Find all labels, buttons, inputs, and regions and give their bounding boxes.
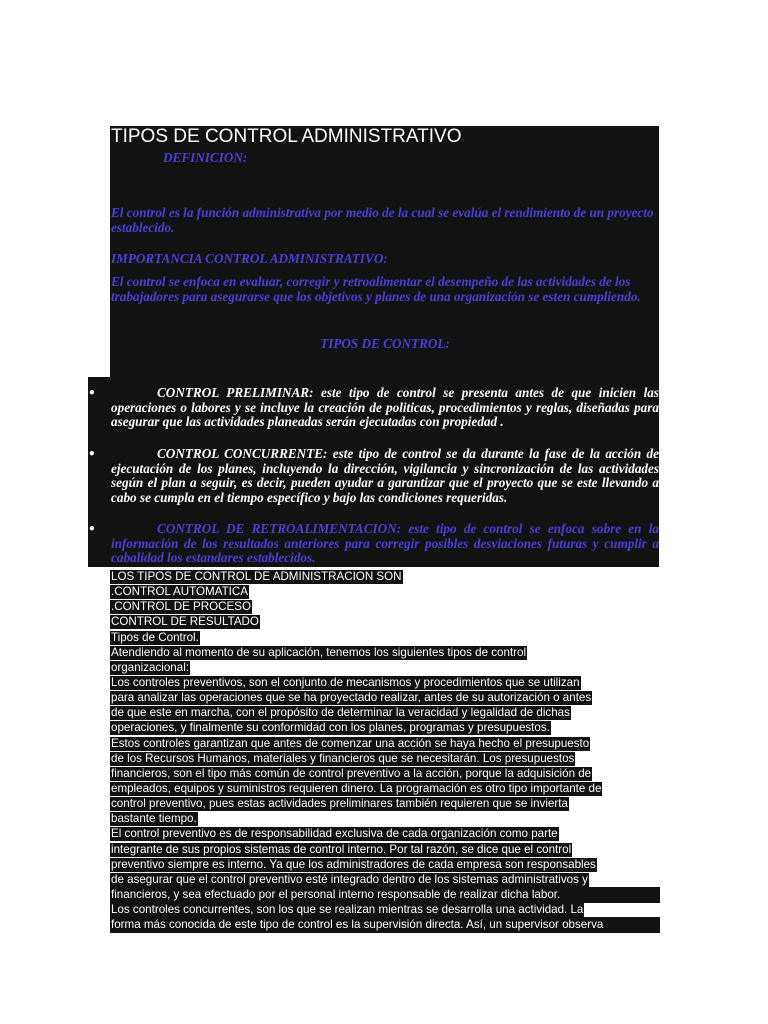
body-line-text: integrante de sus propios sistemas de control interno. Por tal razón, se dice que el control: [111, 842, 572, 856]
body-line-text: financieros, y sea efectuado por el personal interno responsable de realizar dicha labor.: [110, 887, 660, 903]
body-line-text: bastante tiempo.: [111, 812, 197, 826]
body-line-text: .CONTROL AUTOMATICA: [111, 585, 248, 599]
body-line: [110, 630, 658, 645]
bullet-text: CONTROL CONCURRENTE: este tipo de control se da durante la fase de la acción de ejecutación de los planes, incluyendo la dirección, vigilancia y sincronización de las actividades según el plan a seguir, es decir, pueden ayudar a garantizar que el proyecto que se este llevando a cabo se cumpla en el tiempo específico y bajo las condiciones requeridas.: [111, 446, 659, 505]
body-line: [110, 645, 658, 660]
bullet-text: CONTROL PRELIMINAR: este tipo de control se presenta antes de que inicien las operaciones o labores y se incluye la creación de politicas, procedimientos y reglas, diseñadas para asegurar que las actividades planeadas serán ejecutadas con propiedad .: [111, 385, 659, 429]
body-line: [110, 842, 658, 857]
body-line: [110, 736, 658, 751]
body-line: [110, 811, 658, 826]
body-line: [110, 720, 658, 735]
body-line: [110, 751, 658, 766]
body-line-text: Atendiendo al momento de su aplicación, tenemos los siguientes tipos de control: [111, 645, 527, 659]
body-line: [110, 826, 658, 841]
body-line-text: Los controles preventivos, son el conjunto de mecanismos y procedimientos que se utilizan: [111, 675, 580, 689]
body-line: [110, 584, 658, 599]
body-line-text: empleados, equipos y suministros requieren dinero. La programación es otro tipo importante de: [111, 781, 602, 795]
body-line-text: operaciones, y finalmente su conformidad con los planes, programas y presupuestos.: [111, 721, 550, 735]
body-line-text: financieros, son el tipo más común de control preventivo a la acción, porque la adquisición de: [111, 766, 592, 780]
importancia-heading: IMPORTANCIA CONTROL ADMINISTRATIVO:: [111, 251, 388, 266]
body-line-text: Estos controles garantizan que antes de comenzar una acción se haya hecho el presupuesto: [111, 736, 590, 750]
bullet-marker: •: [88, 447, 96, 461]
bullet-marker: •: [88, 386, 96, 400]
document-title: TIPOS DE CONTROL ADMINISTRATIVO: [111, 126, 462, 147]
body-line-text: preventivo siempre es interno. Ya que los administradores de cada empresa son responsables: [111, 857, 596, 871]
body-line-text: control preventivo, pues estas actividades preliminares también requieren que se invierta: [111, 797, 568, 811]
tipos-heading: TIPOS DE CONTROL:: [320, 336, 450, 351]
body-line-text: forma más conocida de este tipo de control es la supervisión directa. Así, un supervisor observa: [110, 917, 660, 933]
body-line: [110, 887, 658, 902]
body-line-text: organizacional:: [111, 660, 189, 674]
body-line: [110, 614, 658, 629]
body-line-text: Los controles concurrentes, son los que se realizan mientras se desarrolla una actividad. La: [111, 903, 584, 917]
body-line: [110, 781, 658, 796]
body-line-text: de los Recursos Humanos, materiales y financieros que se necesitarán. Los presupuestos: [111, 751, 575, 765]
body-line: [110, 569, 658, 584]
body-line: [110, 796, 658, 811]
bullet-text: CONTROL DE RETROALIMENTACION: este tipo de control se enfoca sobre en la información de los resultados anteriores para corregir posibles desviaciones futuras y cumplir a cabalidad los estandares establecidos.: [111, 521, 659, 565]
body-line-text: CONTROL DE RESULTADO: [111, 615, 259, 629]
bullet-marker: •: [88, 522, 96, 536]
body-line: [110, 690, 658, 705]
importancia-paragraph: El control se enfoca en evaluar, corregir y retroalimentar el desempeño de las actividades de los trabajadores para asegurarse que los objetivos y planes de una organización se esten cumpliendo.: [111, 274, 641, 304]
body-line-text: El control preventivo es de responsabilidad exclusiva de cada organización como parte: [111, 827, 558, 841]
body-line: [110, 766, 658, 781]
body-line: [110, 660, 658, 675]
body-line: [110, 872, 658, 887]
body-line-text: LOS TIPOS DE CONTROL DE ADMINISTRACION SON: [111, 570, 402, 583]
definicion-heading: DEFINICION:: [163, 150, 248, 165]
body-line-text: Tipos de Control.: [111, 630, 199, 644]
body-line: [110, 857, 658, 872]
body-line: [110, 917, 658, 932]
body-line-text: de asegurar que el control preventivo esté integrado dentro de los sistemas administrativos y: [111, 872, 588, 886]
definicion-paragraph: El control es la función administrativa por medio de la cual se evalúa el rendimiento de un proyecto establecido.: [111, 205, 654, 235]
body-line-text: .CONTROL DE PROCESO: [111, 600, 252, 614]
body-line-text: de que este en marcha, con el propósito de determinar la veracidad y legalidad de dichas: [111, 706, 570, 720]
body-line: [110, 599, 658, 614]
highlighted-body-text: [110, 569, 658, 932]
body-line: [110, 705, 658, 720]
body-line-text: para analizar las operaciones que se ha proyectado realizar, antes de su autorización o antes: [111, 691, 592, 705]
body-line: [110, 675, 658, 690]
body-line: [110, 902, 658, 917]
